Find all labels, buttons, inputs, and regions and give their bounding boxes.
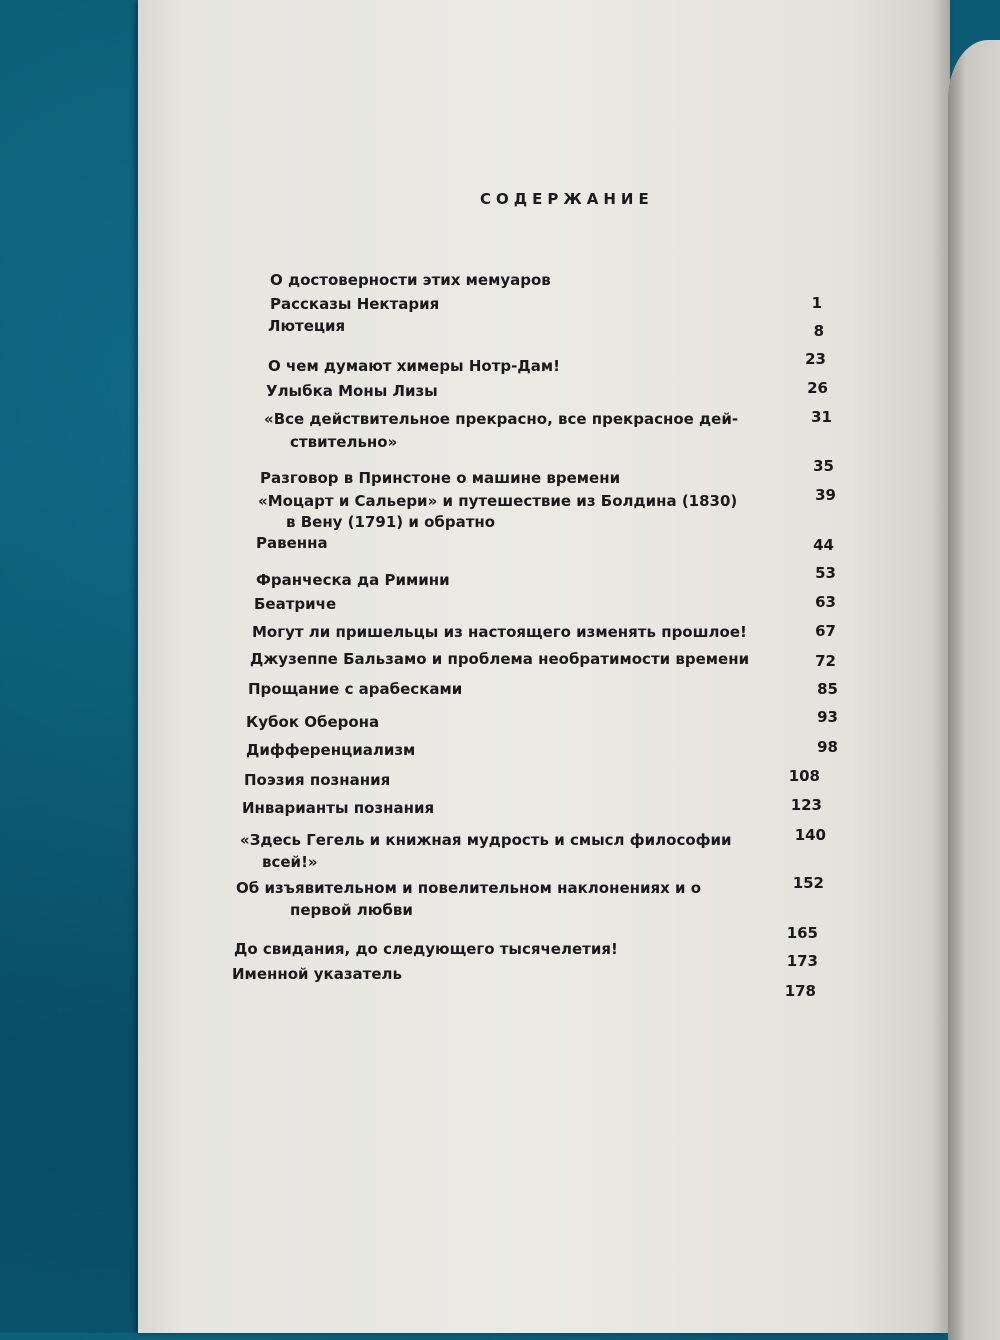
toc-entry-text: ствительно»: [290, 433, 398, 451]
toc-entry-text: Разговор в Принстоне о машине времени: [260, 469, 621, 487]
toc-page-number: 35: [813, 457, 834, 475]
toc-page-number: 31: [811, 408, 832, 426]
toc-entry-text: О чем думают химеры Нотр-Дам!: [268, 357, 560, 375]
facing-page-edge: [948, 40, 1000, 1340]
toc-page-number: 123: [790, 796, 822, 814]
toc-page-number: 72: [815, 652, 836, 670]
toc-page-number: 108: [788, 767, 820, 785]
toc-entry-text: Об изъявительном и повелительном наклонениях и о: [236, 879, 702, 897]
toc-page-number: 8: [813, 322, 824, 340]
page-edge-shadow: [930, 0, 950, 1333]
toc-entry-text: Джузеппе Бальзамо и проблема необратимости времени: [250, 650, 750, 668]
toc-entry-text: первой любви: [290, 901, 413, 919]
toc-entry-text: всей!»: [262, 853, 318, 871]
toc-entry-text: Могут ли пришельцы из настоящего изменять прошлое!: [252, 623, 747, 641]
toc-page-number: 165: [786, 924, 818, 942]
toc-page-number: 67: [815, 622, 836, 640]
toc-page-number: 85: [817, 680, 838, 698]
toc-page-number: 26: [807, 379, 828, 397]
toc-page-number: 173: [786, 952, 818, 970]
toc-entry-text: Дифференциализм: [246, 741, 416, 759]
toc-entry-text: Прощание с арабесками: [248, 680, 463, 698]
toc-entry-text: «Моцарт и Сальери» и путешествие из Болдина (1830): [258, 492, 738, 510]
toc-page-number: 152: [792, 874, 824, 892]
toc-page-number: 1: [811, 294, 822, 312]
toc-entry-text: Лютеция: [268, 317, 346, 335]
toc-page-number: 140: [794, 826, 826, 844]
toc-page-number: 39: [815, 486, 836, 504]
toc-page-number: 53: [815, 564, 836, 582]
toc-entry-text: Инварианты познания: [242, 799, 435, 817]
toc-entry-text: Беатриче: [254, 595, 337, 613]
toc-entry-text: Рассказы Нектария: [270, 295, 440, 313]
toc-page-number: 98: [817, 738, 838, 756]
toc-page-number: 63: [815, 593, 836, 611]
toc-title: СОДЕРЖАНИЕ: [480, 190, 654, 208]
toc-page-number: 23: [805, 350, 826, 368]
toc-entry-text: Поэзия познания: [244, 771, 391, 789]
toc-entry-text: «Здесь Гегель и книжная мудрость и смысл философии: [240, 831, 732, 849]
toc-page-number: 178: [784, 982, 816, 1000]
toc-entry-text: Именной указатель: [232, 965, 403, 983]
toc-page-number: 93: [817, 708, 838, 726]
toc-entry-text: Равенна: [256, 534, 328, 552]
toc-entry-text: О достоверности этих мемуаров: [270, 271, 551, 289]
toc-entry-text: Улыбка Моны Лизы: [266, 382, 438, 400]
toc-entry-text: Кубок Оберона: [246, 713, 380, 731]
toc-entry-text: в Вену (1791) и обратно: [286, 513, 496, 531]
toc-page-number: 44: [813, 536, 834, 554]
toc-entry-text: Франческа да Римини: [256, 571, 450, 589]
toc-entry-text: До свидания, до следующего тысячелетия!: [234, 940, 618, 958]
toc-entry-text: «Все действительное прекрасно, все прекрасное дей-: [264, 410, 739, 428]
